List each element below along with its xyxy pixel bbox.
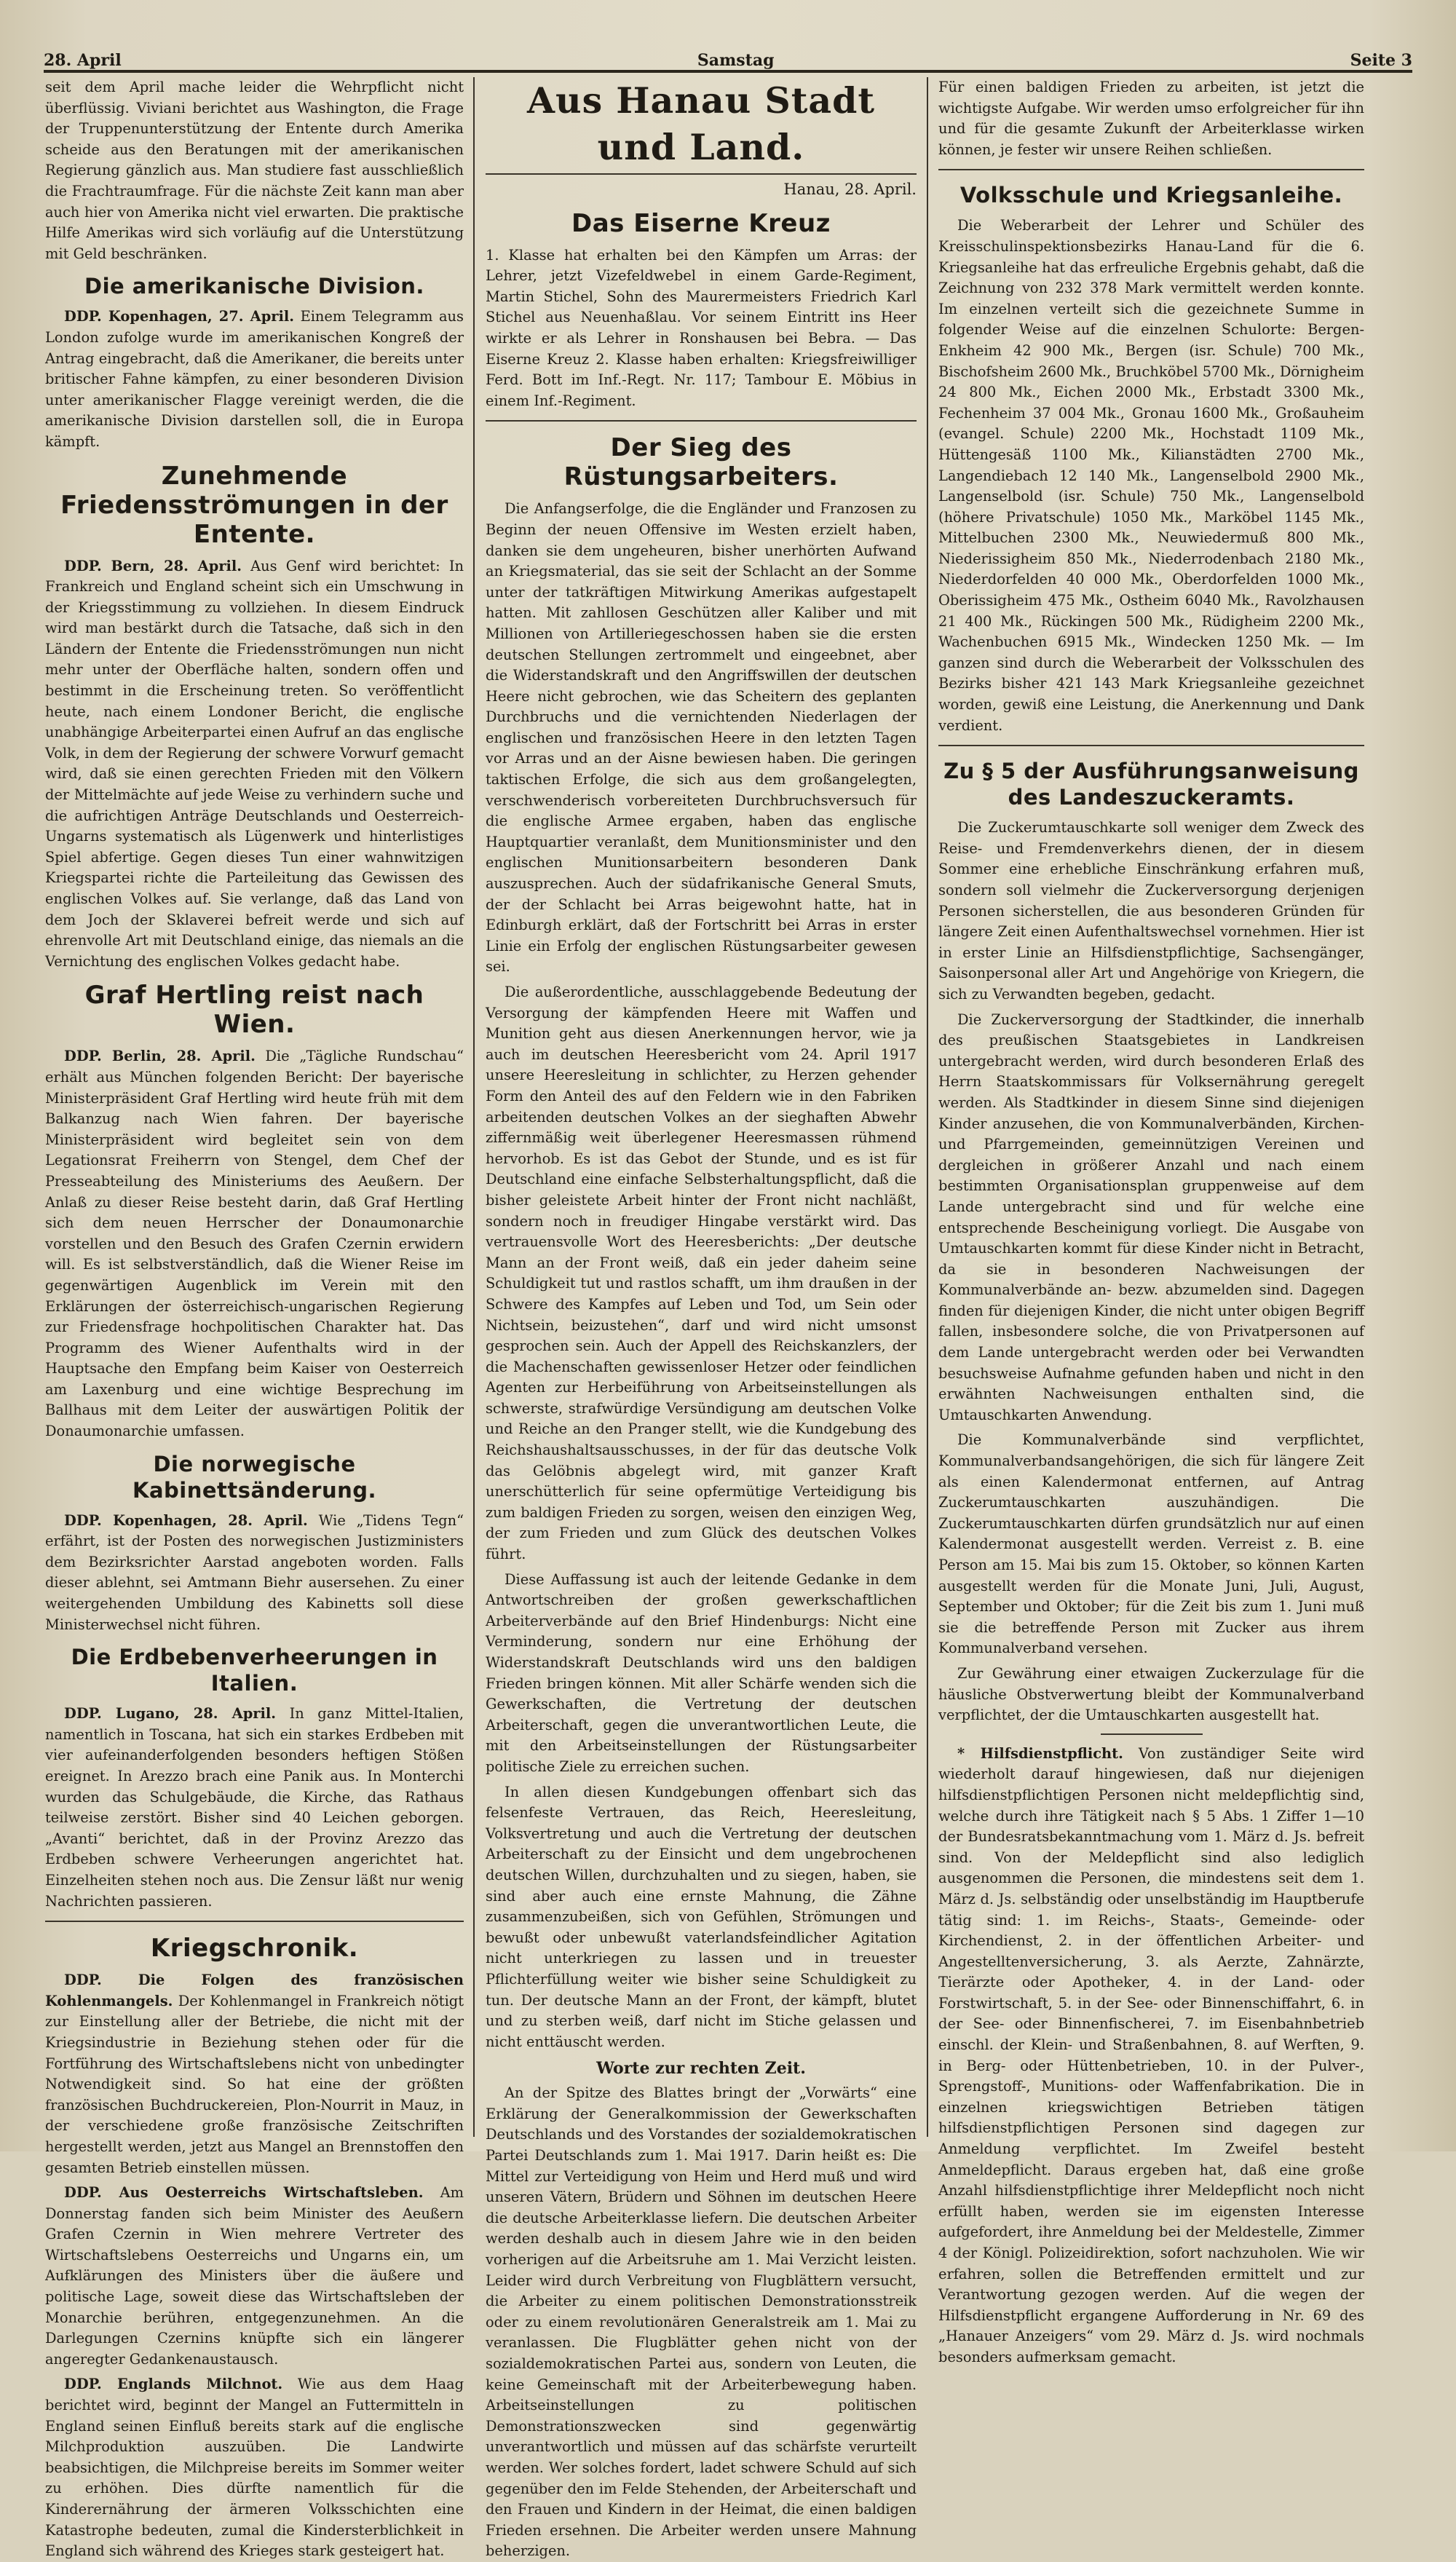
article-body: Von zuständiger Seite wird wiederholt darauf hingewiesen, daß nur diejenigen hilfsdienstpflichtigen Personen nicht meldepflichtig sind, welche durch ihre Tätigkeit nach § 5 Abs. 1 Ziffer 1—10 der Bundesratsbekanntmachung vom 1. März d. Js. befreit sind. Von der Meldepflicht sind also lediglich ausgenommen die Personen, die mindestens seit dem 1. März d. Js. selbständig oder unselbständig im Hauptberufe tätig sind: 1. im Reichs-, Staats-, Gemeinde- oder Kirchendienst, 2. in der öffentlichen Arbeiter- und Angestelltenversicherung, 3. als Aerzte, Zahnärzte, Tierärzte oder Apotheker, 4. in der Land- oder Forstwirtschaft, 5. in der See- oder Binnenschiffahrt, 6. in der See- oder Binnenfischerei, 7. im Eisenbahnbetrieb einschl. der Klein- und Straßenbahnen, 8. auf Werften, 9. in Berg- oder Hüttenbetrieben, 10. in der Pulver-, Sprengstoff-, Munitions- oder Waffenfabrikation. Die in einzelnen kriegswichtigen Betrieben tätigen hilfsdienstpflichtigen Personen sind dagegen zur Anmeldung verpflichtet. Im Zweifel besteht Anmeldepflicht. Daraus ergeben hat, daß eine große Anzahl hilfsdienstpflichtige ihrer Meldepflicht noch nicht erfüllt haben, werden sie im eigensten Interesse aufgefordert, ihre Anmeldung bei der Meldestelle, Zimmer 4 der Königl. Polizeidirektion, sofort nachzuholen. Wie wir erfahren, sollen die Betreffenden ermittelt und zur Verantwortung gezogen werden. Auf die wegen der Hilfsdienstpflicht ergangene Aufforderung in Nr. 69 des „Hanauer Anzeigers“ vom 29. März d. Js. wird nochmals besonders aufmerksam gemacht. <box>938 1744 1365 2365</box>
article-body: Aus Genf wird berichtet: In Frankreich und England scheint sich ein Umschwung in der Kriegsstimmung zu vollziehen. In diesem Eindruck wird man bestärkt durch die Tatsache, daß sich in den Ländern der Entente die Friedensströmungen nun nicht mehr unter der Oberfläche halten, sondern offen und bestimmt in die Erscheinung treten. So veröffentlicht heute, nach einem Londoner Bericht, die englische unabhängige Arbeiterpartei einen Aufruf an das englische Volk, in dem der Regierung der schwere Vorwurf gemacht wird, daß sie einen gerechten Frieden mit den Völkern der Mittelmächte auf jede Weise zu verhindern suche und die aufrichtigen Anträge Deutschlands und Oesterreich-Ungarns systematisch als Lügenwerk und hinterlistiges Spiel abfertige. Gegen dieses Tun einer wahnwitzigen Kriegspartei richte die Parteileitung das Gewissen des englischen Volkes auf. Sie verlange, daß das Land von dem Joch der Sklaverei befreit werde und sich auf ehrenvolle Art mit Deutschland einige, das niemals an die Vernichtung des englischen Volkes gedacht habe. <box>45 557 464 970</box>
article-text: Die Zuckerumtauschkarte soll weniger dem Zweck des Reise- und Fremdenverkehrs dienen, der in diesem Sommer eine erhebliche Einschränkung erfahren muß, sondern soll vielmehr die Zuckerversorgung derjenigen Personen sicherstellen, die aus besonderen Gründen für längere Zeit einen Aufenthaltswechsel vornehmen. Hier ist in erster Linie an Hilfsdienstpflichtige, Sachsengänger, Saisonpersonal aller Art und Angehörige von Kriegern, die sich zu Verwandten begeben, gedacht. <box>938 819 1364 1003</box>
header-page-number: Seite 3 <box>1350 51 1412 70</box>
dateline: DDP. Die Folgen des französischen Kohlenmangels. <box>45 1972 464 2009</box>
headline-kriegschronik: Kriegschronik. <box>45 1921 464 1963</box>
column-rule-right <box>927 77 928 2137</box>
article-text: Für einen baldigen Frieden zu arbeiten, ist jetzt die wichtigste Aufgabe. Wir werden umso erfolgreicher für ihn und für die gesamte Zukunft der Arbeiterklasse wirken können, je fester wir unsere Reihen schließen. <box>938 79 1364 158</box>
dateline: DDP. Kopenhagen, 28. April. <box>64 1511 308 1529</box>
article-body: In ganz Mittel-Italien, namentlich in Toscana, hat sich ein starkes Erdbeben mit vier aufeinanderfolgenden besonders heftigen Stößen ereignet. In Arezzo brach eine Panik aus. In Monterchi wurden das Schulgebäude, die Kirche, das Rathaus teilweise zerstört. Bisher sind 40 Leichen geborgen. „Avanti“ berichtet, daß in der Provinz Arezzo das Erdbeben schwere Verheerungen angerichtet hat. Einzelheiten stehen noch aus. Die Zensur läßt nur wenig Nachrichten passieren. <box>45 1705 464 1910</box>
article-text: Die Anfangserfolge, die die Engländer und Franzosen zu Beginn der neuen Offensive im Westen erzielt haben, danken sie dem ungeheuren, bisher unerhörten Aufwand an Kriegsmaterial, das sie seit der Schlacht an der Somme unter der tatkräftigen Mitwirkung Amerikas aufgestapelt hatten. Mit zahllosen Geschützen aller Kaliber und mit Millionen von Artilleriegeschossen haben sie die ersten deutschen Stellungen zertrommelt und eingeebnet, aber die Widerstandskraft und den Angriffswillen der deutschen Heere nicht gebrochen, wie das Scheitern des geplanten Durchbruchs und die vernichtenden Niederlagen der englischen und französischen Heere in den letzten Tagen vor Arras und an der Aisne bewiesen haben. Die geringen taktischen Erfolge, die sich aus dem großangelegten, verschwenderisch vorbereiteten Durchbruchsversuch für die englische Armee ergaben, haben das englische Hauptquartier veranlaßt, dem Munitionsminister und den englischen Munitionsarbeitern besonderen Dank auszusprechen. Auch der südafrikanische General Smuts, der der Schlacht bei Arras beigewohnt hatte, hat in Edinburgh erklärt, daß der Fortschritt bei Arras in erster Linie ein Erfolg der englischen Rüstungsarbeiter gewesen sei. <box>486 500 917 976</box>
article-text <box>45 307 464 452</box>
headline-amerikanische-division: Die amerikanische Division. <box>84 274 424 299</box>
headline-volksschule-kriegsanleihe: Volksschule und Kriegsanleihe. <box>938 169 1364 208</box>
headline-erdbeben: Die Erdbebenverheerungen in Italien. <box>71 1645 438 1696</box>
column-left <box>45 77 464 2560</box>
header-day: Samstag <box>697 51 775 70</box>
dateline: DDP. Kopenhagen, 27. April. <box>64 308 294 325</box>
article-text <box>45 1970 464 2178</box>
article-body: Die „Tägliche Rundschau“ erhält aus München folgenden Bericht: Der bayerische Ministerpräsident Graf Hertling wird heute früh mit dem Balkanzug nach Wien fahren. Der bayerische Ministerpräsident wird begleitet sein von dem Legationsrat Freiherrn von Stengel, dem Chef der Presseabteilung des Ministeriums des Aeußern. Der Anlaß zu dieser Reise besteht darin, daß Graf Hertling sich dem neuen Herrscher der Donaumonarchie vorstellen und den Besuch des Grafen Czernin erwidern will. Es ist selbstverständlich, daß die Wiener Reise im gegenwärtigen Augenblick im Verein mit den Erklärungen der österreichisch-ungarischen Regierung zur Friedensfrage hochpolitischen Charakter hat. Das Programm des Wiener Aufenthalts wird in der Hauptsache den Empfang beim Kaiser von Oesterreich am Laxenburg und eine wichtige Besprechung im Ballhaus mit dem Leiter der auswärtigen Politik der Donaumonarchie umfassen. <box>45 1048 464 1440</box>
article-text <box>45 2374 464 2561</box>
headline-eiserne-kreuz: Das Eiserne Kreuz <box>571 208 831 238</box>
article-text: Die außerordentliche, ausschlaggebende Bedeutung der Versorgung der kämpfenden Heere mit Waffen und Munition geht aus diesen Anerkennungen hervor, wie ja auch im deutschen Heeresbericht vom 24. April 1917 unsere Heeresleitung in schlichter, zu Herzen gehender Form den Anteil des auf den Feldern wie in den Fabriken arbeitenden deutschen Volkes an der sieghaften Abwehr ziffernmäßig weit überlegener Heeresmassen rühmend hervorhob. Es ist das Gebot der Stunde, und es ist für Deutschland eine einfache Selbsterhaltungspflicht, daß die bisher geleistete Arbeit hinter der Front nicht nachläßt, sondern noch in freudiger Hingabe verstärkt wird. Das vertrauensvolle Wort des Heeresberichts: „Der deutsche Mann an der Front weiß, daß ein jeder daheim seine Schuldigkeit tut und rastlos schafft, um ihm draußen in der Schwere des Kampfes auf Leben und Tod, um Sein oder Nichtsein, beizustehen“, darf und wird nicht umsonst gesprochen sein. Auch der Appell des Reichskanzlers, der die Machenschaften gewissenloser Hetzer oder feindlichen Agenten zur Herbeiführung von Arbeitseinstellungen als schwerste, strafwürdige Versündigung am deutschen Volke und Reiche an den Pranger stellt, wie die Kundgebung des Reichshaushaltsausschusses, in der für das deutsche Volk das Gelöbnis abgelegt wird, mit ganzer Kraft unerschütterlich für seine opfermütige Verteidigung bis zum baldigen Frieden zu sorgen, weisen den einzigen Weg, der zum Frieden und zum Glück des deutschen Volkes führt. <box>486 984 917 1563</box>
article-text <box>938 1744 1364 2368</box>
article-text: An der Spitze des Blattes bringt der „Vorwärts“ eine Erklärung der Generalkommission der Gewerkschaften Deutschlands und des Vorstandes der sozialdemokratischen Partei Deutschlands zum 1. Mai 1917. Darin heißt es: Die Mittel zur Verteidigung von Heim und Herd muß und wird unseren Vätern, Brüdern und Söhnen im deutschen Heere die deutsche Arbeiterklasse liefern. Die deutschen Arbeiter werden deshalb auch in diesem Jahre wie in den beiden vorherigen auf die Arbeitsruhe am 1. Mai Verzicht leisten. Leider wird durch Verbreitung von Flugblättern versucht, die Arbeiter zu einem politischen Demonstrationsstreik oder zu einem revolutionären Generalstreik am 1. Mai zu veranlassen. Die Flugblätter gehen nicht von der sozialdemokratischen Partei aus, sondern von Leuten, die keine Gemeinschaft mit der Arbeiterbewegung haben. Arbeitseinstellungen zu politischen Demonstrationszwecken sind gegenwärtig unverantwortlich und müssen auf das schärfste verurteilt werden. Wer solches fordert, ladet schwere Schuld auf sich gegenüber den im Felde Stehenden, der Arbeiterschaft und den Frauen und Kindern in der Heimat, die einen baldigen Frieden ersehnen. Die Arbeiter werden unsere Mahnung beherzigen. <box>486 2084 917 2560</box>
dateline: DDP. Lugano, 28. April. <box>64 1705 276 1723</box>
headline-hertling: Graf Hertling reist nach Wien. <box>84 981 424 1040</box>
page-header <box>44 9 1412 73</box>
article-text: Diese Auffassung ist auch der leitende Gedanke in dem Antwortschreiben der großen gewerkschaftlichen Arbeiterverbände auf den Brief Hindenburgs: Nicht eine Verminderung, sondern nur eine Erhöhung der Widerstandskraft Deutschlands wird uns den baldigen Frieden bringen können. Mit aller Schärfe wenden sich die Gewerkschaften, die Vertretung der deutschen Arbeiterschaft, gegen die unverantwortlichen Leute, die mit den Arbeitseinstellungen der Rüstungsarbeiter politische Ziele zu erreichen suchen. <box>486 1570 917 1775</box>
header-date: 28. April <box>44 51 122 70</box>
dateline: DDP. Aus Oesterreichs Wirtschaftsleben. <box>64 2184 424 2202</box>
article-text <box>45 1046 464 1442</box>
column-middle <box>486 77 917 2560</box>
article-text: In allen diesen Kundgebungen offenbart sich das felsenfeste Vertrauen, das Reich, Heeresleitung, Volksvertretung und auch die Vertretung der deutschen Arbeiterschaft zu der Einsicht und dem ungebrochenen deutschen Willen, durchzuhalten und zu siegen, haben, sie sind aber auch eine ernste Mahnung, die Zähne zusammenzubeißen, sich von Gefühlen, Strömungen und bewußt oder unbewußt vaterlandsfeindlicher Agitation nicht unterkriegen zu lassen und in treuester Pflichterfüllung weiter wie bisher seine Schuldigkeit zu tun. Der deutsche Mann an der Front, der kämpft, blutet und zu sterben weiß, darf nicht im Stiche gelassen und nicht enttäuscht werden. <box>486 1783 917 2050</box>
headline-worte-zur-rechten-zeit: Worte zur rechten Zeit. <box>596 2059 806 2079</box>
article-body: Der Kohlenmangel in Frankreich nötigt zur Einstellung aller der Betriebe, die nicht mit der Kriegsindustrie in Beziehung stehen oder für die Fortführung des Wirtschaftslebens nicht von unbedingter Notwendigkeit sind. So hat eine der größten französischen Buchdruckereien, Plon-Nourrit in Mauz, in der verschiedene große französische Zeitschriften hergestellt werden, jetzt aus Mangel an Brennstoffen den gesamten Betrieb einstellen müssen. <box>45 1992 464 2176</box>
article-text <box>45 1511 464 1636</box>
article-text: Die Zuckerversorgung der Stadtkinder, die innerhalb des preußischen Staatsgebietes in Landkreisen untergebracht werden, wird durch besonderen Erlaß des Herrn Staatskommissars für Volksernährung geregelt werden. Als Stadtkinder in diesem Sinne sind diejenigen Kinder anzusehen, die von Kommunalverbänden, Kirchen- und Pfarrgemeinden, gemeinnützigen Vereinen und dergleichen in größerer Anzahl und nach einem bestimmten Organisationsplan gruppenweise auf dem Lande untergebracht sind und für welche eine entsprechende Bescheinigung vorliegt. Die Ausgabe von Umtauschkarten kommt für diese Kinder nicht in Betracht, da sie in besonderen Nachweisungen der Kommunalverbände an- bezw. abzumelden sind. Dagegen finden für diejenigen Kinder, die nicht unter obigen Begriff fallen, insbesondere solche, die von Privatpersonen auf dem Lande untergebracht werden oder bei Verwandten besuchsweise Aufnahme gefunden haben und nicht in den erwähnten Nachweisungen enthalten sind, die Umtauschkarten Anwendung. <box>938 1011 1364 1423</box>
article-body: Wie „Tidens Tegn“ erfährt, ist der Posten des norwegischen Justizministers dem Bezirksrichter Aarstad angeboten worden. Falls dieser ablehnt, sei Amtmann Biehr ausersehen. Zu einer weitergehenden Umbildung des Kabinetts soll diese Ministerwechsel nicht führen. <box>45 1511 464 1633</box>
article-text <box>45 556 464 973</box>
article-text: Zur Gewährung einer etwaigen Zuckerzulage für die häusliche Obstverwertung bleibt der Kommunalverband verpflichtet, der die Umtauschkarten ausgestellt hat. <box>938 1664 1364 1724</box>
notice-lead: * Hilfsdienstpflicht. <box>957 1744 1123 1762</box>
article-text <box>45 1704 464 1912</box>
article-body: Wie aus dem Haag berichtet wird, beginnt der Mangel an Futtermitteln in England seinen Einfluß bereits stark auf die englische Milchproduktion auszuüben. Die Landwirte beabsichtigen, die Milchpreise bereits im Sommer weiter zu erhöhen. Dies dürfte namentlich für die Kinderernährung der ärmeren Volksschichten eine Katastrophe bedeuten, zumal die Kindersterblichkeit in England sich während des Krieges stark gesteigert hat. <box>45 2376 464 2560</box>
headline-friedensstroemungen: Zunehmende Friedensströmungen in der Entente. <box>60 461 448 549</box>
article-body: Am Donnerstag fanden sich beim Minister des Aeußern Grafen Czernin in Wien mehrere Vertreter des Wirtschaftslebens Oesterreichs und Ungarns ein, um Aufklärungen des Ministers über die äußere und politische Lage, soweit diese das Wirtschaftsleben der Monarchie berühren, entgegenzunehmen. An die Darlegungen Czernins knüpfte sich ein längerer angeregter Gedankenaustausch. <box>45 2184 464 2368</box>
headline-sieg-des-ruestungsarbeiters: Der Sieg des Rüstungsarbeiters. <box>486 420 917 491</box>
headline-paragraph-5-landeszuckeramt: Zu § 5 der Ausführungsanweisung des Landeszuckeramts. <box>938 745 1364 810</box>
column-rule-left <box>473 77 475 2137</box>
headline-norwegische-kabinettsaenderung: Die norwegische Kabinettsänderung. <box>132 1451 377 1503</box>
dateline: DDP. Bern, 28. April. <box>64 557 242 574</box>
article-text: Die Weberarbeit der Lehrer und Schüler des Kreisschulinspektionsbezirks Hanau-Land für die 6. Kriegsanleihe hat das erfreuliche Ergebnis gehabt, daß die Zeichnung von 232 378 Mark vermittelt werden konnte. Im einzelnen verteilt sich die gezeichnete Summe in folgender Weise auf die einzelnen Schulorte: Bergen-Enkheim 42 900 Mk., Bergen (isr. Schule) 700 Mk., Bischofsheim 2600 Mk., Bruchköbel 5700 Mk., Dörnigheim 24 800 Mk., Eichen 2000 Mk., Erbstadt 3300 Mk., Fechenheim 37 004 Mk., Gronau 1600 Mk., Großauheim (evangel. Schule) 2200 Mk., Hochstadt 1109 Mk., Hüttengesäß 1100 Mk., Kilianstädten 2700 Mk., Langendiebach 12 140 Mk., Langenselbold 2900 Mk., Langenselbold (isr. Schule) 750 Mk., Langenselbold (höhere Privatschule) 1050 Mk., Marköbel 1145 Mk., Mittelbuchen 2300 Mk., Neuwiedermuß 800 Mk., Niederissigheim 850 Mk., Niederrodenbach 2180 Mk., Niederdorfelden 40 000 Mk., Oberdorfelden 1000 Mk., Oberissigheim 475 Mk., Ostheim 6040 Mk., Ravolzhausen 21 400 Mk., Rückingen 500 Mk., Rüdigheim 2200 Mk., Wachenbuchen 6915 Mk., Windecken 1250 Mk. — Im ganzen sind durch die Weberarbeit der Volksschulen des Bezirks bisher 421 143 Mark Kriegsanleihe gezeichnet worden, gewiß eine Leistung, die Anerkennung und Dank verdient. <box>938 217 1364 734</box>
section-dateline: Hanau, 28. April. <box>783 181 917 198</box>
article-text: seit dem April mache leider die Wehrpflicht nicht überflüssig. Viviani berichtet aus Washington, die Frage der Truppenunterstützung der Entente durch Amerika scheide aus den Beratungen mit der amerikanischen Regierung gänzlich aus. Man studiere fast ausschließlich die Frachtraumfrage. Für die nächste Zeit kann man aber auch hier von Amerika nicht viel erwarten. Die praktische Hilfe Amerikas wird sich vorläufig auf die Unterstützung mit Geld beschränken. <box>45 79 464 262</box>
article-text <box>45 2183 464 2370</box>
article-body: Einem Telegramm aus London zufolge wurde im amerikanischen Kongreß der Antrag eingebracht, daß die Amerikaner, die bereits unter britischer Fahne kämpfen, zu einer besonderen Division unter amerikanischer Flagge vereinigt werden, die die amerikanische Division darstellen soll, die in Europa kämpft. <box>45 308 464 450</box>
dateline: DDP. Englands Milchnot. <box>64 2376 283 2393</box>
article-text: Die Kommunalverbände sind verpflichtet, Kommunalverbandsangehörigen, die sich für längere Zeit als einen Kalendermonat entfernen, auf Antrag Zuckerumtauschkarten auszuhändigen. Die Zuckerumtauschkarten dürfen grundsätzlich nur auf einen Kalendermonat ausgestellt werden. Verreist z. B. eine Person am 15. Mai bis zum 15. Oktober, so können Karten ausgestellt werden für die Monate Juni, Juli, August, September und Oktober; für die Zeit bis zum 1. Juni muß sie die betreffende Person mit Zucker aus ihrem Kommunalverband versehen. <box>938 1431 1364 1657</box>
section-masthead: Aus Hanau Stadt und Land. <box>486 77 917 175</box>
column-right <box>938 77 1365 2365</box>
dateline: DDP. Berlin, 28. April. <box>64 1048 256 1065</box>
article-text: 1. Klasse hat erhalten bei den Kämpfen um Arras: der Lehrer, jetzt Vizefeldwebel in einem Garde-Regiment, Martin Stichel, Sohn des Maurermeisters Friedrich Karl Stichel aus Neuenhaßlau. Vor seinem Eintritt ins Heer wirkte er als Lehrer in Ronshausen bei Bebra. — Das Eiserne Kreuz 2. Klasse haben erhalten: Kriegsfreiwilliger Ferd. Bott im Inf.-Regt. Nr. 117; Tambour E. Möbius in einem Inf.-Regiment. <box>486 246 917 409</box>
separator-rule <box>1101 1733 1203 1735</box>
